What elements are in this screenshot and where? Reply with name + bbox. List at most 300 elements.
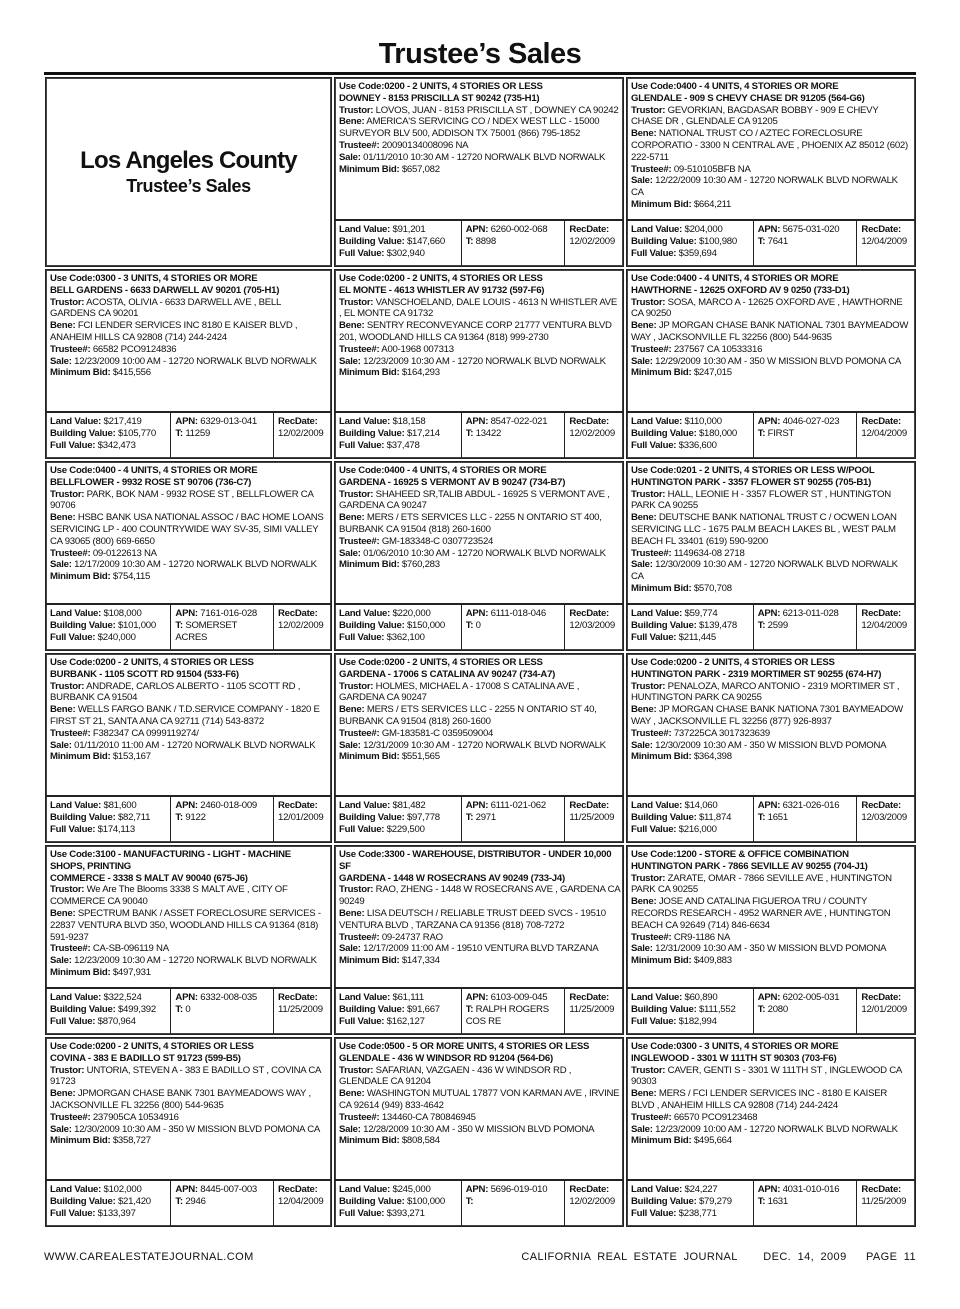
apn-label: APN: (175, 800, 198, 811)
recdate-value: 12/03/2009 (861, 811, 907, 823)
apn-column (754, 797, 858, 842)
full-value-label: Full Value: (339, 439, 385, 451)
full-value-label: Full Value: (631, 439, 677, 451)
apn-label: APN: (757, 1184, 781, 1195)
apn-label: APN: (757, 224, 781, 235)
full-value-amount: $359,694 (678, 247, 717, 259)
building-value-amount: $100,000 (406, 1195, 445, 1207)
building-value (50, 620, 167, 632)
apn-column (462, 989, 566, 1034)
tract (758, 236, 854, 248)
tract (466, 1004, 562, 1028)
trustee-number-line (50, 728, 328, 740)
full-value-label: Full Value: (631, 1015, 677, 1027)
use-code: Use Code:3300 - WAREHOUSE, DISTRIBUTOR - UNDER 10,000 SF (339, 849, 612, 872)
sale-line-label: Sale: (339, 739, 361, 751)
property-address: HUNTINGTON PARK - 7866 SEVILLE AV 90255 (704-J1) (631, 860, 868, 872)
minimum-bid-line-label: Minimum Bid: (50, 751, 111, 763)
trustor-line-value: RAO, ZHENG - 1448 W ROSECRANS AVE , GARDENA CA 90249 (339, 884, 620, 908)
sale-line (50, 559, 328, 571)
minimum-bid-line (339, 955, 620, 967)
values-column (46, 605, 171, 650)
use-code: Use Code:1200 - STORE & OFFICE COMBINATION (631, 849, 849, 860)
minimum-bid-line-value: $415,556 (112, 367, 151, 379)
apn-value: 8445-007-003 (200, 1184, 258, 1195)
minimum-bid-line-label: Minimum Bid: (631, 955, 692, 967)
recdate-label: RecDate: (277, 800, 318, 811)
apn-label: APN: (757, 992, 781, 1003)
land-value-amount: $81,482 (392, 800, 426, 811)
tract (466, 1196, 562, 1208)
beneficiary-line (631, 896, 912, 931)
apn-column (171, 605, 274, 650)
trustee-number-line (631, 164, 912, 176)
values-column (335, 221, 462, 266)
full-value-label: Full Value: (50, 823, 96, 835)
trustor-line-label: Trustor: (50, 680, 85, 692)
building-value-label: Building Value: (339, 811, 405, 823)
recdate-label: RecDate: (861, 608, 901, 619)
tract-label: T: (175, 1003, 183, 1015)
use-code: Use Code:0200 - 2 UNITS, 4 STORIES OR LESS (339, 81, 543, 92)
minimum-bid-line-value: $551,565 (401, 751, 440, 763)
apn-label: APN: (175, 992, 198, 1003)
land-value (631, 992, 750, 1004)
tract-label: T: (757, 1003, 766, 1015)
beneficiary-line-value: SPECTRUM BANK / ASSET FORECLOSURE SERVICES - 22837 VENTURA BLVD 350, WOODLAND HILLS CA 91364 (818) 591-9237 (50, 907, 321, 943)
sale-line-label: Sale: (50, 1123, 72, 1135)
land-value-label: Land Value: (50, 992, 102, 1003)
beneficiary-line-label: Bene: (50, 704, 76, 716)
sale-line-label: Sale: (631, 943, 653, 955)
use-code: Use Code:0400 - 4 UNITS, 4 STORIES OR MORE (50, 465, 258, 476)
trustee-number-line-label: Trustee#: (631, 343, 672, 355)
recdate-value: 12/02/2009 (277, 427, 324, 439)
trustee-sale-record (334, 1037, 624, 1227)
building-value-amount: $100,980 (698, 235, 737, 247)
trustee-number-line-label: Trustee#: (631, 547, 672, 559)
property-address: GARDENA - 17006 S CATALINA AV 90247 (734-A7) (339, 668, 556, 680)
building-value (339, 620, 458, 632)
sale-line-label: Sale: (339, 355, 361, 367)
land-value (339, 224, 458, 236)
apn-label: APN: (465, 1184, 489, 1195)
values-column (335, 989, 462, 1034)
beneficiary-line-label: Bene: (339, 512, 365, 524)
trustor-line (631, 105, 912, 129)
valuation-table (627, 603, 915, 650)
trustor-line (50, 297, 328, 321)
minimum-bid-line-value: $147,334 (401, 955, 440, 967)
trustor-line-value: GEVORKIAN, BAGDASAR BOBBY - 909 E CHEVY CHASE DR , GLENDALE CA 91205 (631, 104, 879, 128)
building-value-label: Building Value: (50, 619, 116, 631)
minimum-bid-line-value: $760,283 (401, 559, 440, 571)
trustor-line (339, 489, 620, 513)
land-value-amount: $102,000 (103, 1184, 142, 1195)
minimum-bid-line (631, 1135, 912, 1147)
recdate-value: 12/02/2009 (569, 1195, 615, 1207)
recdate-value: 12/02/2009 (569, 235, 615, 247)
sale-line-label: Sale: (50, 955, 72, 967)
building-value-amount: $97,778 (406, 811, 440, 823)
recdate-column (857, 605, 915, 650)
sale-line-value: 01/11/2010 11:00 AM - 12720 NORWALK BLVD NORWALK (74, 739, 316, 751)
apn (758, 608, 854, 620)
trustor-line-value: SAFARIAN, VAZGAEN - 436 W WINDSOR RD , GLENDALE CA 91204 (339, 1064, 572, 1088)
apn (466, 224, 562, 236)
trustor-line-label: Trustor: (339, 1064, 374, 1076)
land-value-label: Land Value: (631, 224, 683, 235)
full-value-label: Full Value: (50, 631, 96, 643)
full-value (339, 632, 458, 644)
values-column (335, 605, 462, 650)
trustor-line (50, 884, 328, 908)
trustee-number-line-value: 1149634-08 2718 (673, 547, 745, 559)
record-details (339, 849, 620, 967)
values-column (627, 221, 754, 266)
values-column (335, 413, 462, 458)
trustee-sale-record (45, 653, 332, 843)
recdate-column (857, 1181, 915, 1226)
tract-value: SOMERSET ACRES (175, 619, 237, 643)
tract-value: 13422 (475, 427, 502, 439)
land-value-amount: $61,111 (392, 992, 425, 1003)
apn-column (462, 797, 566, 842)
sale-line-value: 12/30/2009 10:30 AM - 12720 NORWALK BLVD NORWALK CA (631, 559, 898, 583)
minimum-bid-line-value: $754,115 (112, 571, 151, 583)
use-code: Use Code:0201 - 2 UNITS, 4 STORIES OR LESS W/POOL (631, 465, 875, 476)
values-column (335, 1181, 462, 1226)
land-value-amount: $322,524 (103, 992, 142, 1003)
full-value-amount: $133,397 (97, 1207, 136, 1219)
trustor-line-value: VANSCHOELAND, DALE LOUIS - 4613 N WHISTLER AVE , EL MONTE CA 91732 (339, 296, 618, 320)
building-value (339, 812, 458, 824)
land-value-amount: $60,890 (684, 992, 718, 1003)
sale-line-label: Sale: (631, 559, 653, 571)
full-value (631, 1016, 750, 1028)
trustor-line-label: Trustor: (631, 872, 666, 884)
building-value-amount: $101,000 (117, 619, 156, 631)
tract (758, 1004, 854, 1016)
sale-line-value: 12/31/2009 10:30 AM - 12720 NORWALK BLVD NORWALK (363, 739, 606, 751)
beneficiary-line-label: Bene: (339, 907, 365, 919)
land-value-amount: $110,000 (684, 416, 722, 427)
land-value-label: Land Value: (339, 1184, 391, 1195)
property-address: BELLFLOWER - 9932 ROSE ST 90706 (736-C7) (50, 476, 252, 488)
trustee-number-line (339, 932, 620, 944)
minimum-bid-line (339, 164, 620, 176)
minimum-bid-line-label: Minimum Bid: (339, 751, 400, 763)
building-value-label: Building Value: (339, 235, 405, 247)
recdate-label: RecDate: (569, 224, 609, 235)
values-column (627, 989, 754, 1034)
tract (175, 428, 270, 440)
trustee-sale-record (45, 1037, 332, 1227)
trustee-number-line (631, 548, 912, 560)
minimum-bid-line-label: Minimum Bid: (339, 559, 400, 571)
valuation-table (627, 987, 915, 1034)
recdate-column (857, 413, 915, 458)
land-value (631, 416, 750, 428)
land-value-amount: $217,419 (103, 416, 142, 427)
recdate-label: RecDate: (861, 992, 901, 1003)
beneficiary-line-label: Bene: (339, 116, 365, 128)
beneficiary-line-label: Bene: (631, 320, 657, 332)
trustee-number-line-label: Trustee#: (50, 943, 91, 955)
trustor-line (631, 681, 912, 705)
land-value-label: Land Value: (631, 992, 683, 1003)
beneficiary-line-value: MERS / ETS SERVICES LLC - 2255 N ONTARIO ST 400, BURBANK CA 91504 (818) 260-1600 (339, 512, 602, 535)
trustee-number-line-value: 66570 PCO9123468 (673, 1111, 758, 1123)
beneficiary-line-value: JOSE AND CATALINA FIGUEROA TRU / COUNTY RECORDS RESEARCH - 4952 WARNER AVE , HUNTINGTON BEACH CA 92649 (714) 846-6634 (631, 896, 891, 931)
building-value-amount: $111,552 (698, 1003, 736, 1015)
apn-column (754, 989, 858, 1034)
beneficiary-line (631, 320, 912, 344)
recdate-label: RecDate: (861, 416, 901, 427)
sale-line-value: 12/28/2009 10:30 AM - 350 W MISSION BLVD POMONA (363, 1123, 595, 1135)
land-value-label: Land Value: (631, 1184, 683, 1195)
apn-value: 8547-022-021 (490, 416, 548, 427)
values-column (627, 1181, 754, 1226)
beneficiary-line-label: Bene: (631, 896, 657, 908)
building-value-label: Building Value: (339, 1003, 405, 1015)
land-value-label: Land Value: (339, 416, 391, 427)
minimum-bid-line (50, 367, 328, 379)
trustor-line (339, 884, 620, 908)
recdate-label: RecDate: (569, 608, 609, 619)
valuation-table (627, 795, 915, 842)
footer-date: DEC. 14, 2009 (763, 1251, 847, 1263)
trustee-number-line-label: Trustee#: (339, 535, 380, 547)
recdate-column (274, 989, 331, 1034)
tract-label: T: (465, 619, 474, 631)
valuation-table (46, 795, 331, 842)
full-value-label: Full Value: (50, 1207, 96, 1219)
record-details (339, 81, 620, 175)
recdate-value: 12/04/2009 (277, 1195, 324, 1207)
trustor-line (631, 489, 912, 513)
land-value (631, 224, 750, 236)
recdate-column (857, 797, 915, 842)
minimum-bid-line (339, 751, 620, 763)
full-value (50, 1016, 167, 1028)
beneficiary-line-label: Bene: (50, 907, 76, 919)
record-details (339, 1041, 620, 1147)
trustee-number-line-value: 237905CA 10534916 (92, 1111, 179, 1123)
building-value-amount: $21,420 (117, 1195, 151, 1207)
recdate-value: 11/25/2009 (277, 1003, 323, 1015)
minimum-bid-line-label: Minimum Bid: (631, 367, 692, 379)
use-code: Use Code:0200 - 2 UNITS, 4 STORIES OR LESS (50, 657, 254, 668)
full-value (631, 248, 750, 260)
land-value (339, 800, 458, 812)
beneficiary-line (631, 1088, 912, 1112)
trustor-line-value: We Are The Blooms 3338 S MALT AVE , CITY OF COMMERCE CA 90040 (50, 884, 288, 908)
recdate-label: RecDate: (861, 224, 901, 235)
full-value-amount: $342,473 (97, 439, 136, 451)
trustor-line-value: HOLMES, MICHAEL A - 17008 S CATALINA AVE , GARDENA CA 90247 (339, 680, 580, 704)
full-value-amount: $362,100 (386, 631, 425, 643)
minimum-bid-line-label: Minimum Bid: (631, 751, 692, 763)
building-value-amount: $147,660 (406, 235, 445, 247)
apn-label: APN: (175, 608, 198, 619)
apn-label: APN: (175, 416, 198, 427)
trustee-number-line-value: CR9-1186 NA (673, 931, 731, 943)
sale-line-label: Sale: (339, 151, 361, 163)
building-value-amount: $11,874 (698, 811, 732, 823)
building-value-amount: $17,214 (406, 427, 440, 439)
tract-label: T: (465, 235, 474, 247)
sale-line-label: Sale: (631, 1123, 653, 1135)
building-value-amount: $91,667 (406, 1003, 440, 1015)
tract (758, 428, 854, 440)
trustee-number-line-label: Trustee#: (50, 1111, 91, 1123)
recdate-column (857, 221, 915, 266)
apn-column (754, 605, 858, 650)
building-value (631, 1196, 750, 1208)
trustee-number-line (631, 344, 912, 356)
sale-line (339, 152, 620, 164)
building-value (631, 812, 750, 824)
trustor-line-label: Trustor: (631, 488, 666, 500)
sale-line-value: 12/17/2009 10:30 AM - 12720 NORWALK BLVD NORWALK (74, 559, 317, 571)
minimum-bid-line-value: $409,883 (693, 955, 732, 967)
tract (175, 620, 270, 644)
full-value-amount: $302,940 (386, 247, 425, 259)
trustor-line-value: UNTORIA, STEVEN A - 383 E BADILLO ST , COVINA CA 91723 (50, 1064, 321, 1088)
tract-label: T: (175, 1195, 183, 1207)
sale-line-label: Sale: (631, 175, 653, 187)
building-value-label: Building Value: (339, 1195, 405, 1207)
values-column (627, 797, 754, 842)
apn-value: 6202-005-031 (782, 992, 840, 1003)
full-value (339, 1016, 458, 1028)
use-code: Use Code:3100 - MANUFACTURING - LIGHT - MACHINE SHOPS, PRINTING (50, 849, 291, 872)
trustee-number-line (339, 728, 620, 740)
apn-value: 6332-008-035 (200, 992, 258, 1003)
recdate-column (274, 1181, 331, 1226)
apn (758, 800, 854, 812)
recdate-label: RecDate: (277, 416, 318, 427)
use-code: Use Code:0400 - 4 UNITS, 4 STORIES OR MORE (339, 465, 547, 476)
beneficiary-line (50, 704, 328, 728)
land-value-label: Land Value: (50, 608, 102, 619)
tract-label: T: (757, 1195, 766, 1207)
land-value (50, 1184, 167, 1196)
trustee-number-line-label: Trustee#: (339, 343, 380, 355)
use-code: Use Code:0200 - 2 UNITS, 4 STORIES OR LESS (631, 657, 835, 668)
property-address: DOWNEY - 8153 PRISCILLA ST 90242 (735-H1) (339, 92, 540, 104)
tract (466, 620, 562, 632)
property-address: BELL GARDENS - 6633 DARWELL AV 90201 (705-H1) (50, 284, 280, 296)
land-value (339, 416, 458, 428)
apn-value: 6260-002-068 (490, 224, 548, 235)
apn-value: 6213-011-028 (782, 608, 839, 619)
property-address: HUNTINGTON PARK - 2319 MORTIMER ST 90255 (674-H7) (631, 668, 882, 680)
full-value-label: Full Value: (339, 1015, 385, 1027)
land-value (631, 800, 750, 812)
sale-line (631, 356, 912, 368)
apn (175, 800, 270, 812)
beneficiary-line-label: Bene: (339, 704, 365, 716)
trustee-sale-record (334, 461, 624, 651)
building-value-amount: $180,000 (698, 427, 737, 439)
property-address: EL MONTE - 4613 WHISTLER AV 91732 (597-F6) (339, 284, 545, 296)
record-details (631, 81, 912, 211)
minimum-bid-line-value: $164,293 (401, 367, 440, 379)
sale-line (631, 740, 912, 752)
record-details (631, 465, 912, 595)
trustee-number-line-label: Trustee#: (631, 163, 672, 175)
land-value-label: Land Value: (50, 800, 102, 811)
trustee-number-line (50, 943, 328, 955)
tract-label: T: (757, 811, 766, 823)
sale-line-label: Sale: (631, 355, 653, 367)
tract (758, 812, 854, 824)
full-value-label: Full Value: (339, 631, 385, 643)
sale-line (631, 1124, 912, 1136)
building-value (50, 1196, 167, 1208)
values-column (46, 797, 171, 842)
minimum-bid-line (631, 367, 912, 379)
trustee-number-line-value: A00-1968 007313 (381, 343, 454, 355)
apn (466, 800, 562, 812)
building-value-label: Building Value: (50, 427, 116, 439)
beneficiary-line-value: NATIONAL TRUST CO / AZTEC FORECLOSURE CORPORATIO - 3300 N CENTRAL AVE , PHOENIX AZ 85012 (602) 222-5711 (631, 128, 908, 163)
trustor-line-label: Trustor: (631, 1064, 666, 1076)
land-value (339, 608, 458, 620)
recdate-label: RecDate: (861, 800, 901, 811)
sale-line (339, 943, 620, 955)
sale-line-value: 12/31/2009 10:30 AM - 350 W MISSION BLVD POMONA (655, 943, 887, 955)
sale-line-value: 12/30/2009 10:30 AM - 350 W MISSION BLVD POMONA CA (74, 1123, 321, 1135)
sale-line (339, 1124, 620, 1136)
building-value-label: Building Value: (631, 427, 697, 439)
building-value (50, 812, 167, 824)
tract-label: T: (175, 427, 183, 439)
building-value (631, 236, 750, 248)
beneficiary-line-value: HSBC BANK USA NATIONAL ASSOC / BAC HOME LOANS SERVICING LP - 400 COUNTRYWIDE WAY SV-35, SIMI VALLEY CA 93065 (800) 669-6650 (50, 512, 324, 547)
trustor-line-label: Trustor: (631, 680, 666, 692)
trustor-line-label: Trustor: (50, 296, 85, 308)
full-value-amount: $174,113 (97, 823, 135, 835)
full-value-label: Full Value: (339, 823, 385, 835)
beneficiary-line (50, 908, 328, 943)
trustor-line-value: LOVOS, JUAN - 8153 PRISCILLA ST , DOWNEY CA 90242 (375, 104, 619, 116)
trustee-number-line (50, 344, 328, 356)
full-value-label: Full Value: (339, 1207, 385, 1219)
trustee-number-line (50, 548, 328, 560)
trustee-number-line-value: 09-24737 RAO (381, 931, 443, 943)
apn-value: 4046-027-023 (782, 416, 840, 427)
apn-value: 6111-021-062 (490, 800, 546, 811)
valuation-table (46, 411, 331, 458)
trustor-line-value: ACOSTA, OLIVIA - 6633 DARWELL AVE , BELL GARDENS CA 90201 (50, 296, 281, 320)
beneficiary-line-value: JP MORGAN CHASE BANK NATIONA 7301 BAYMEADOW WAY , JACKSONVILLE FL 32256 (877) 926-8937 (631, 704, 903, 727)
trustor-line-label: Trustor: (50, 884, 85, 896)
recdate-value: 11/25/2009 (861, 1195, 907, 1207)
building-value-amount: $79,279 (698, 1195, 732, 1207)
recdate-label: RecDate: (569, 992, 609, 1003)
recdate-label: RecDate: (569, 800, 609, 811)
tract-value: 2946 (185, 1195, 206, 1207)
valuation-table (335, 987, 623, 1034)
recdate-value: 12/04/2009 (861, 619, 907, 631)
use-code: Use Code:0300 - 3 UNITS, 4 STORIES OR MORE (631, 1041, 839, 1052)
full-value (50, 824, 167, 836)
use-code: Use Code:0200 - 2 UNITS, 4 STORIES OR LESS (339, 273, 543, 284)
tract (758, 620, 854, 632)
